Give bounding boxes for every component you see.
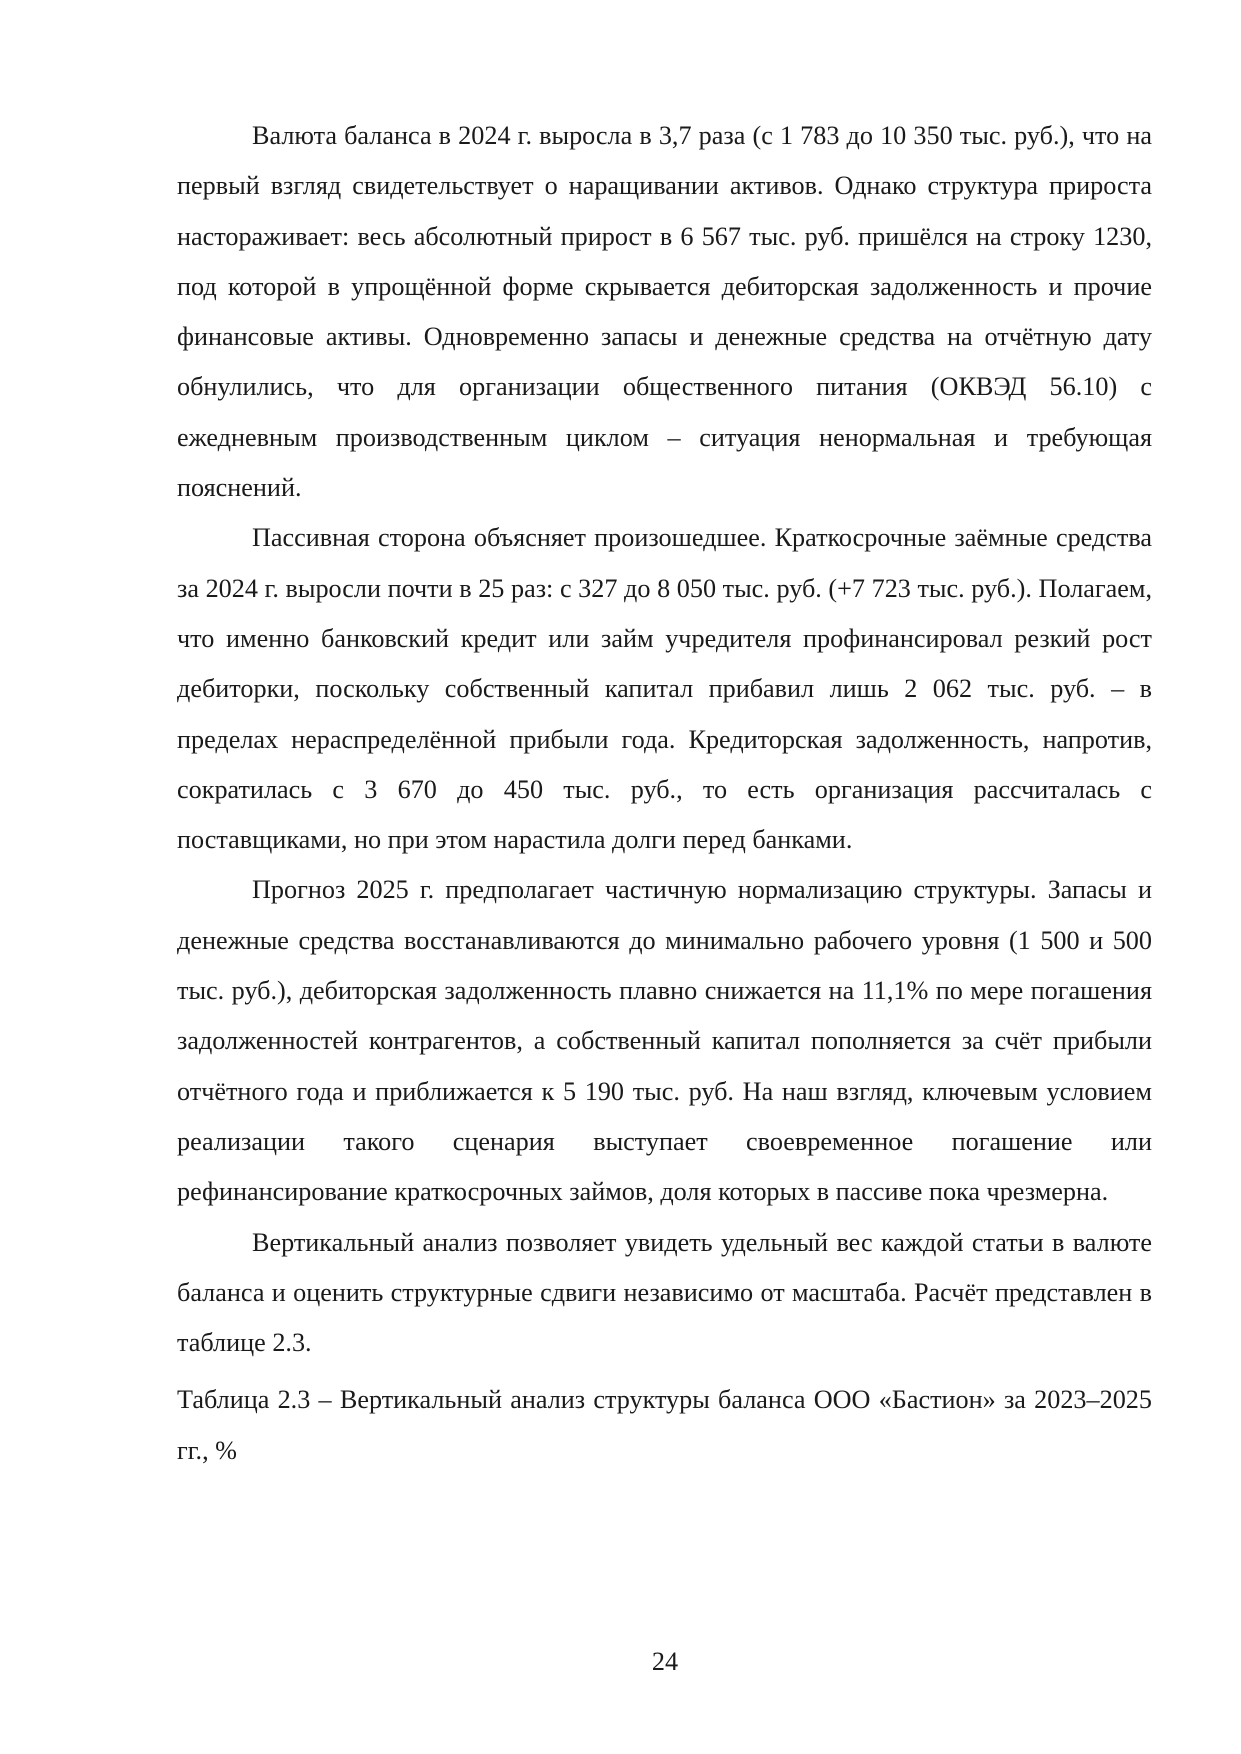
paragraph-vertical-analysis: Вертикальный анализ позволяет увидеть удельный вес каждой статьи в валюте баланса и оценить структурные сдвиги независимо от масштаба. Расчёт представлен в таблице 2.3.	[177, 1227, 1152, 1358]
paragraph-forecast-2025: Прогноз 2025 г. предполагает частичную нормализацию структуры. Запасы и денежные средства восстанавливаются до минимально рабочего уровня (1 500 и 500 тыс. руб.), дебиторская задолженность плавно снижается на 11,1% по мере погашения задолженностей контрагентов, а собственный капитал пополняется за счёт прибыли отчётного года и приближается к 5 190 тыс. руб. На наш взгляд, ключевым условием реализации такого сценария выступает своевременное погашение или рефинансирование краткосрочных займов, доля которых в пассиве пока чрезмерна.	[177, 875, 1152, 1207]
paragraph-liabilities: Пассивная сторона объясняет произошедшее. Краткосрочные заёмные средства за 2024 г. выросли почти в 25 раз: с 327 до 8 050 тыс. руб. (+7 723 тыс. руб.). Полагаем, что именно банковский кредит или займ учредителя профинансировал резкий рост дебиторки, поскольку собственный капитал прибавил лишь 2 062 тыс. руб. – в пределах нераспределённой прибыли года. Кредиторская задолженность, напротив, сократилась с 3 670 до 450 тыс. руб., то есть организация рассчиталась с поставщиками, но при этом нарастила долги перед банками.	[177, 523, 1152, 855]
paragraph-balance-currency: Валюта баланса в 2024 г. выросла в 3,7 раза (с 1 783 до 10 350 тыс. руб.), что на первый взгляд свидетельствует о наращивании активов. Однако структура прироста настораживает: весь абсолютный прирост в 6 567 тыс. руб. пришёлся на строку 1230, под которой в упрощённой форме скрывается дебиторская задолженность и прочие финансовые активы. Одновременно запасы и денежные средства на отчётную дату обнулились, что для организации общественного питания (ОКВЭД 56.10) с ежедневным производственным циклом – ситуация ненормальная и требующая пояснений.	[177, 121, 1152, 503]
table-caption: Таблица 2.3 – Вертикальный анализ структуры баланса ООО «Бастион» за 2023–2025 гг., %	[177, 1385, 1152, 1465]
document-page	[177, 111, 1152, 1476]
page-number: 24	[651, 1647, 679, 1676]
